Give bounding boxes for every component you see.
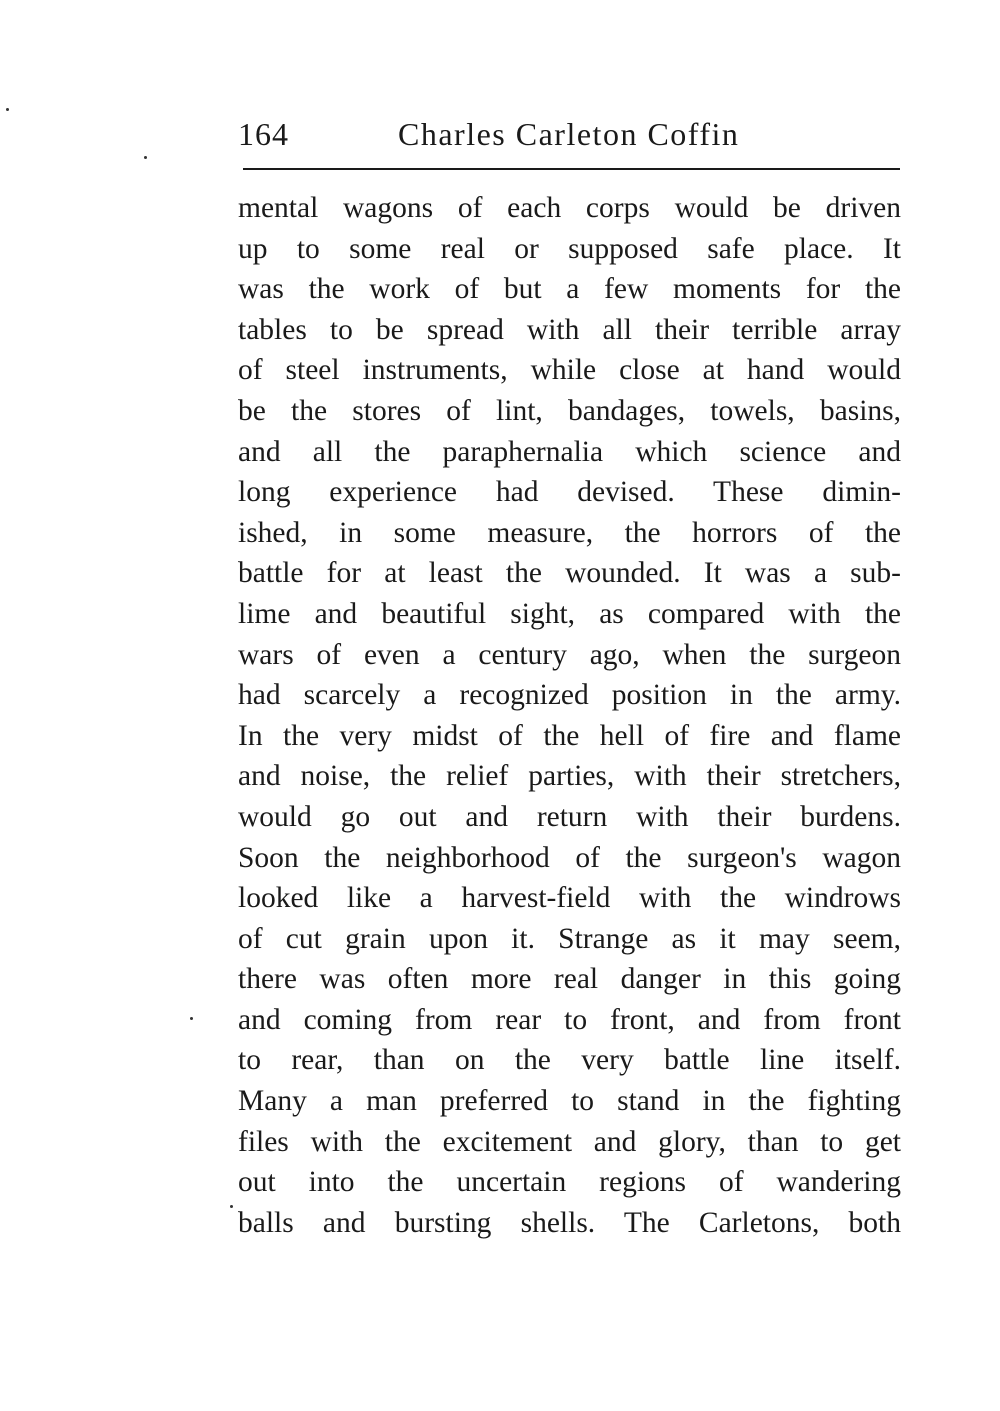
running-head bbox=[238, 112, 902, 160]
header-rule bbox=[243, 168, 900, 170]
text-line: mental wagons of each corps would be driven bbox=[238, 192, 901, 224]
text-line: there was often more real danger in this going bbox=[238, 963, 901, 996]
text-line: wars of even a century ago, when the surgeon bbox=[238, 638, 901, 671]
text-line: lime and beautiful sight, as compared with the bbox=[238, 597, 901, 630]
text-line: to rear, than on the very battle line itself. bbox=[238, 1044, 901, 1077]
text-line: and coming from rear to front, and from front bbox=[238, 1003, 901, 1036]
text-line: Soon the neighborhood of the surgeon's wagon bbox=[238, 841, 901, 874]
text-line: tables to be spread with all their terrible array bbox=[238, 313, 901, 346]
text-line: and all the paraphernalia which science and bbox=[238, 435, 901, 468]
body-text bbox=[238, 188, 901, 1243]
text-line: looked like a harvest-field with the windrows bbox=[238, 882, 901, 915]
print-speck bbox=[230, 1205, 233, 1208]
text-line: had scarcely a recognized position in the army. bbox=[238, 679, 901, 712]
text-line: battle for at least the wounded. It was a sub- bbox=[238, 557, 901, 590]
text-line: was the work of but a few moments for the bbox=[238, 273, 901, 306]
page-number: 164 bbox=[238, 116, 289, 152]
text-line: ished, in some measure, the horrors of the bbox=[238, 516, 901, 549]
text-line: of cut grain upon it. Strange as it may seem, bbox=[238, 922, 901, 955]
text-line: long experience had devised. These dimin- bbox=[238, 476, 901, 509]
text-line: and noise, the relief parties, with their stretchers, bbox=[238, 760, 901, 793]
print-speck bbox=[6, 108, 9, 111]
text-line: of steel instruments, while close at hand would bbox=[238, 354, 901, 387]
text-line: out into the uncertain regions of wandering bbox=[238, 1166, 901, 1199]
text-line: be the stores of lint, bandages, towels, basins, bbox=[238, 394, 901, 427]
text-line: In the very midst of the hell of fire and flame bbox=[238, 719, 901, 752]
text-line: would go out and return with their burdens. bbox=[238, 800, 901, 833]
text-line: Many a man preferred to stand in the fighting bbox=[238, 1085, 901, 1118]
running-title: Charles Carleton Coffin bbox=[398, 116, 740, 152]
text-line: up to some real or supposed safe place. It bbox=[238, 232, 901, 265]
print-speck bbox=[190, 1017, 193, 1020]
text-line: balls and bursting shells. The Carletons, both bbox=[238, 1206, 901, 1239]
print-speck bbox=[144, 156, 147, 159]
text-line: files with the excitement and glory, than to get bbox=[238, 1125, 901, 1158]
